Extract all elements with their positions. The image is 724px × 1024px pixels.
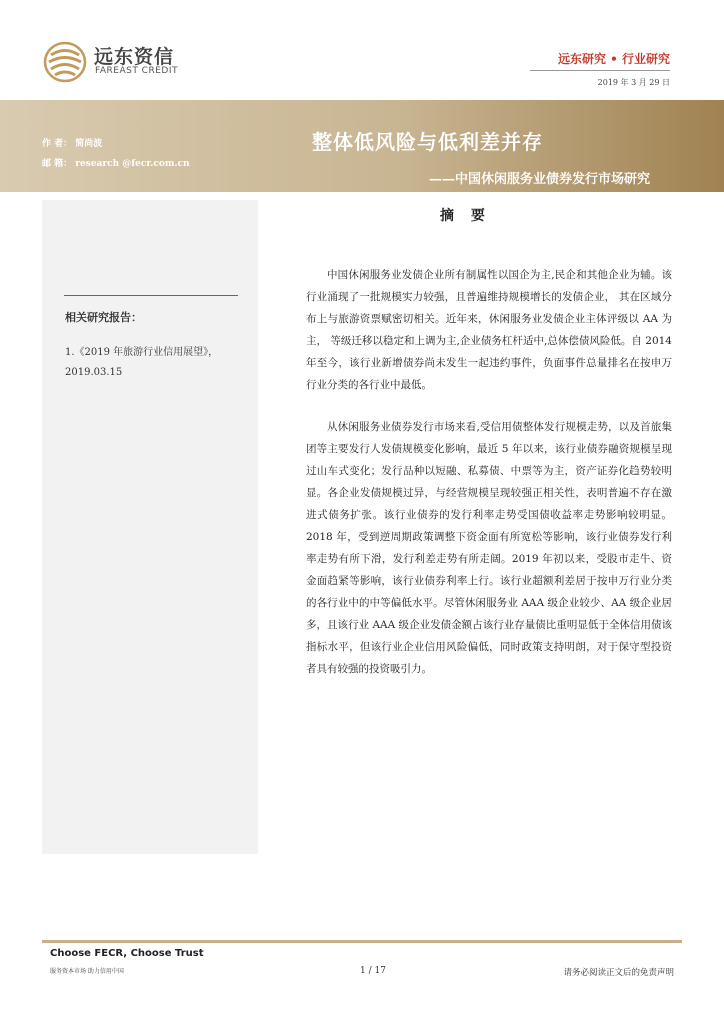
abstract-paragraph-1: 中国休闲服务业发债企业所有制属性以国企为主,民企和其他企业为辅。该行业涌现了一批规模实力较强，且普遍维持规模增长的发债企业， 其在区域分布上与旅游资票赋密切相关。近年来，休闲服务业发债企业主体评级以 AA 为主， 等级迁移以稳定和上调为主,企业债务杠杆适中,总体偿债风险低。自 2014 年至今，该行业新增债券尚未发生一起违约事件，负面事件总量排名在按申万行业分类的各行业中最低。 — [306, 269, 672, 391]
related-divider — [64, 295, 238, 296]
footer-slogan: 服务资本市场 助力信用中国 — [50, 968, 124, 975]
abstract-paragraph-2: 从休闲服务业债券发行市场来看,受信用债整体发行规模走势，以及首旅集团等主要发行人发债规模变化影响，最近 5 年以来，该行业债券融资规模呈现过山车式变化；发行品种以短融、私募债、中票等为主，资产证券化趋势较明显。各企业发债规模过异，与经营规模呈现较强正相关性，表明普遍不存在激进式债务扩张。该行业债券的发行利率走势受国债收益率走势影响较明显。2018 年，受到逆周期政策调整下资金面有所宽松等影响，该行业债券发行利率走势有所下滑，发行利差走势有所走阔。2019 年初以来，受股市走牛、资金面趋紧等影响，该行业债券利率上行。该行业超额利差居于按申万行业分类的各行业中的中等偏低水平。尽管休闲服务业 AAA 级企业较少、AA 级企业居多，且该行业 AAA 级企业发债金额占该行业存量债比重明显低于全体信用债该指标水平，但该行业企业信用风险偏低，同时政策支持明朗，对于保守型投资者具有较强的投资吸引力。 — [306, 421, 672, 675]
title-banner — [0, 100, 724, 192]
related-report-link[interactable]: 1.《2019 年旅游行业信用展望》，2019.03.15 — [65, 347, 219, 378]
header-divider — [530, 70, 670, 71]
author-label: 作 者： — [42, 139, 73, 149]
disclaimer-note: 请务必阅读正文后的免责声明 — [563, 968, 674, 978]
page-number: 1 / 17 — [360, 966, 386, 976]
related-reports-title: 相关研究报告： — [65, 311, 142, 324]
logo-chinese-name: 远东资信 — [94, 46, 175, 68]
footer-brand: Choose FECR, Choose Trust — [50, 948, 204, 959]
report-date: 2019 年 3 月 29 日 — [597, 78, 670, 87]
report-series: 远东研究 • 行业研究 — [557, 52, 670, 66]
abstract-title: 摘 要 — [440, 208, 491, 224]
fareast-credit-logo-icon — [42, 40, 88, 84]
email-row — [42, 154, 190, 174]
logo-english-name: FAREAST CREDIT — [95, 66, 178, 76]
sidebar — [42, 200, 258, 854]
email-address[interactable]: research @fecr.com.cn — [75, 159, 190, 169]
report-subtitle: ——中国休闲服务业债券发行市场研究 — [428, 172, 650, 187]
company-logo — [42, 40, 202, 84]
author-name: 简尚波 — [75, 139, 103, 149]
author-info — [42, 134, 190, 174]
footer-divider — [42, 940, 682, 943]
email-label: 邮 箱： — [42, 159, 73, 169]
report-title: 整体低风险与低利差并存 — [312, 130, 543, 154]
author-row — [42, 134, 190, 154]
